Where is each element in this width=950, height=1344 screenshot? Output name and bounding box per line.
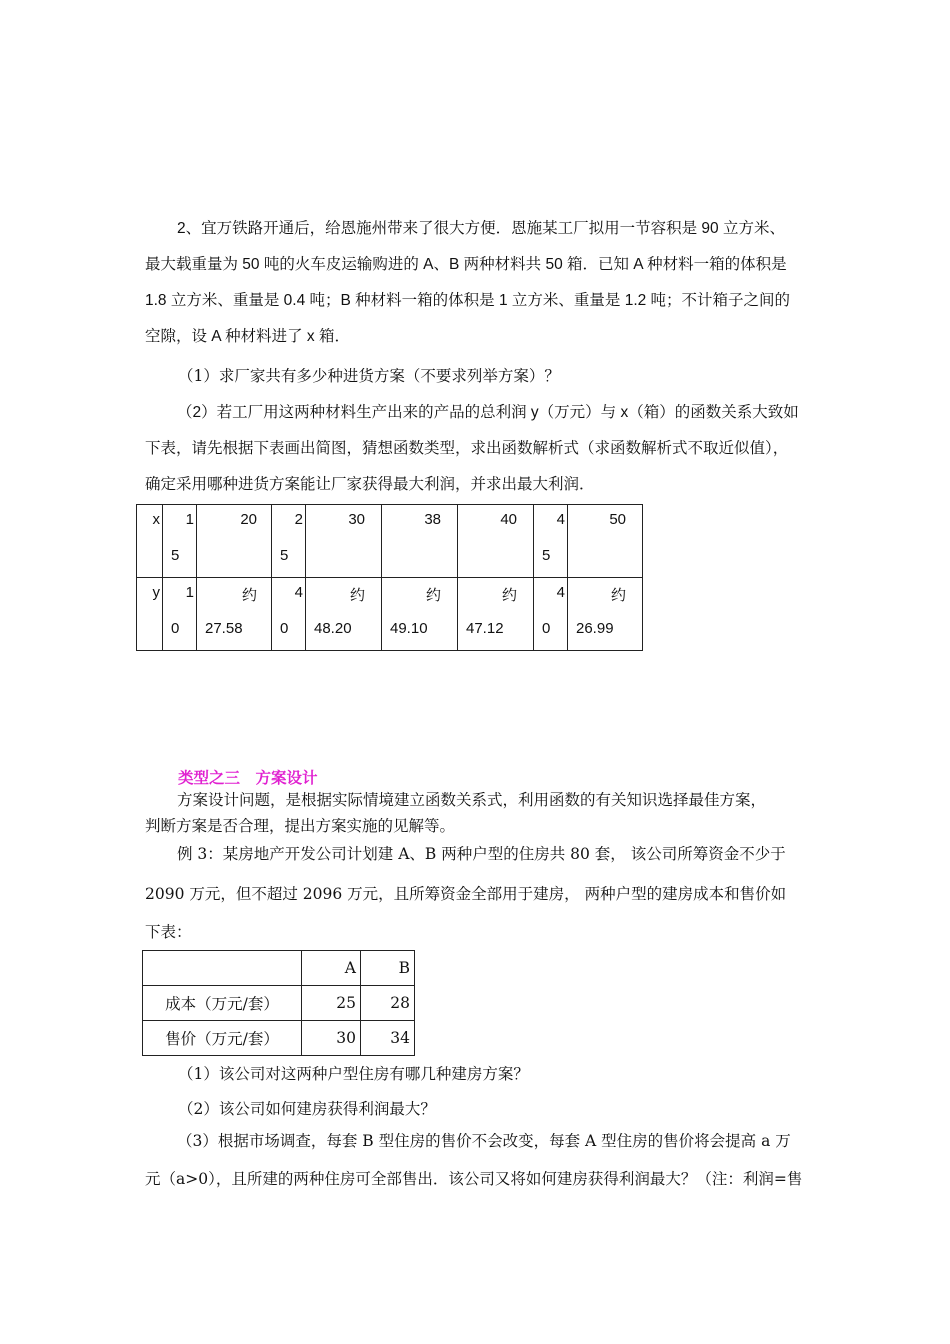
example3-question-3-line-2: 元（a>0），且所建的两种住房可全部售出．该公司又将如何建房获得利润最大？（注：利润=售	[145, 1170, 803, 1188]
table-cell: 30	[348, 511, 365, 528]
table-cell: 30	[302, 1021, 361, 1056]
example3-line-1: 例 3：某房地产开发公司计划建 A、B 两种户型的住房共 80 套， 该公司所筹资金不少于	[177, 845, 786, 863]
table-cell: 约	[501, 587, 517, 604]
example3-line-3: 下表：	[145, 923, 192, 941]
section-heading: 类型之三 方案设计	[178, 768, 318, 787]
problem2-question-2-line-2: 下表，请先根据下表画出简图，猜想函数类型，求出函数解析式（求函数解析式不取近似值），	[145, 440, 789, 457]
table-cell: 成本（万元/套）	[143, 986, 302, 1021]
table-cell: 34	[361, 1021, 415, 1056]
table-header-row	[143, 951, 415, 986]
example3-question-3-line-1: （3）根据市场调查，每套 B 型住房的售价不会改变，每套 A 型住房的售价将会提高 a 万	[177, 1132, 791, 1150]
problem2-line-3: 1.8 立方米、重量是 0.4 吨；B 种材料一箱的体积是 1 立方米、重量是 1.2 吨；不计箱子之间的	[145, 292, 791, 309]
table-row-y: y 1 0 约 27.58 4 0 约 48.20 约 49.10 约 47.12 4 0 约 26.99	[137, 578, 643, 651]
table-cell: 约	[241, 587, 257, 604]
table-row	[143, 986, 415, 1021]
problem2-line-4: 空隙，设 A 种材料进了 x 箱．	[145, 328, 350, 345]
problem2-question-1: （1）求厂家共有多少种进货方案（不要求列举方案）？	[178, 367, 560, 385]
table-cell: 38	[424, 511, 441, 528]
table-cell: 4	[556, 584, 565, 601]
table-cell: 约	[349, 587, 365, 604]
table-cell: 4	[556, 511, 565, 528]
problem2-question-2-line-1: （2）若工厂用这两种材料生产出来的产品的总利润 y（万元）与 x（箱）的函数关系大致如	[177, 404, 799, 421]
table-cell: 4	[294, 584, 303, 601]
table-header-cell: A	[302, 951, 361, 986]
table-cell: 售价（万元/套）	[143, 1021, 302, 1056]
cost-price-table	[142, 950, 415, 1056]
example3-line-2: 2090 万元，但不超过 2096 万元，且所筹资金全部用于建房， 两种户型的建房成本和售价如	[145, 885, 787, 903]
table-cell: 2	[294, 511, 303, 528]
table-cell-label: x	[152, 511, 160, 528]
table-cell: 约	[610, 587, 626, 604]
table-cell: 1	[185, 511, 194, 528]
example3-question-1: （1）该公司对这两种户型住房有哪几种建房方案？	[178, 1065, 529, 1083]
table-row-x: x 1 5 20 2 5 30 38 40 4 5 50	[137, 505, 643, 578]
table-header-cell	[143, 951, 302, 986]
table-cell-label: y	[152, 584, 160, 601]
example3-question-2: （2）该公司如何建房获得利润最大？	[178, 1100, 436, 1118]
table-cell: 40	[500, 511, 517, 528]
table-header-cell: B	[361, 951, 415, 986]
table-row	[143, 1021, 415, 1056]
section-intro-line-1: 方案设计问题，是根据实际情境建立函数关系式，利用函数的有关知识选择最佳方案，	[177, 791, 767, 809]
problem2-line-1: 2、宜万铁路开通后，给恩施州带来了很大方便．恩施某工厂拟用一节容积是 90 立方米、	[177, 220, 785, 237]
table-cell: 50	[609, 511, 626, 528]
table-cell: 28	[361, 986, 415, 1021]
problem2-line-2: 最大载重量为 50 吨的火车皮运输购进的 A、B 两种材料共 50 箱．已知 A 种材料一箱的体积是	[145, 256, 787, 273]
problem2-question-2-line-3: 确定采用哪种进货方案能让厂家获得最大利润，并求出最大利润．	[145, 476, 595, 493]
table-cell: 20	[240, 511, 257, 528]
table-cell: 1	[185, 584, 194, 601]
table-cell: 25	[302, 986, 361, 1021]
table-cell: 约	[425, 587, 441, 604]
xy-data-table	[136, 504, 643, 651]
section-intro-line-2: 判断方案是否合理，提出方案实施的见解等。	[145, 817, 456, 835]
